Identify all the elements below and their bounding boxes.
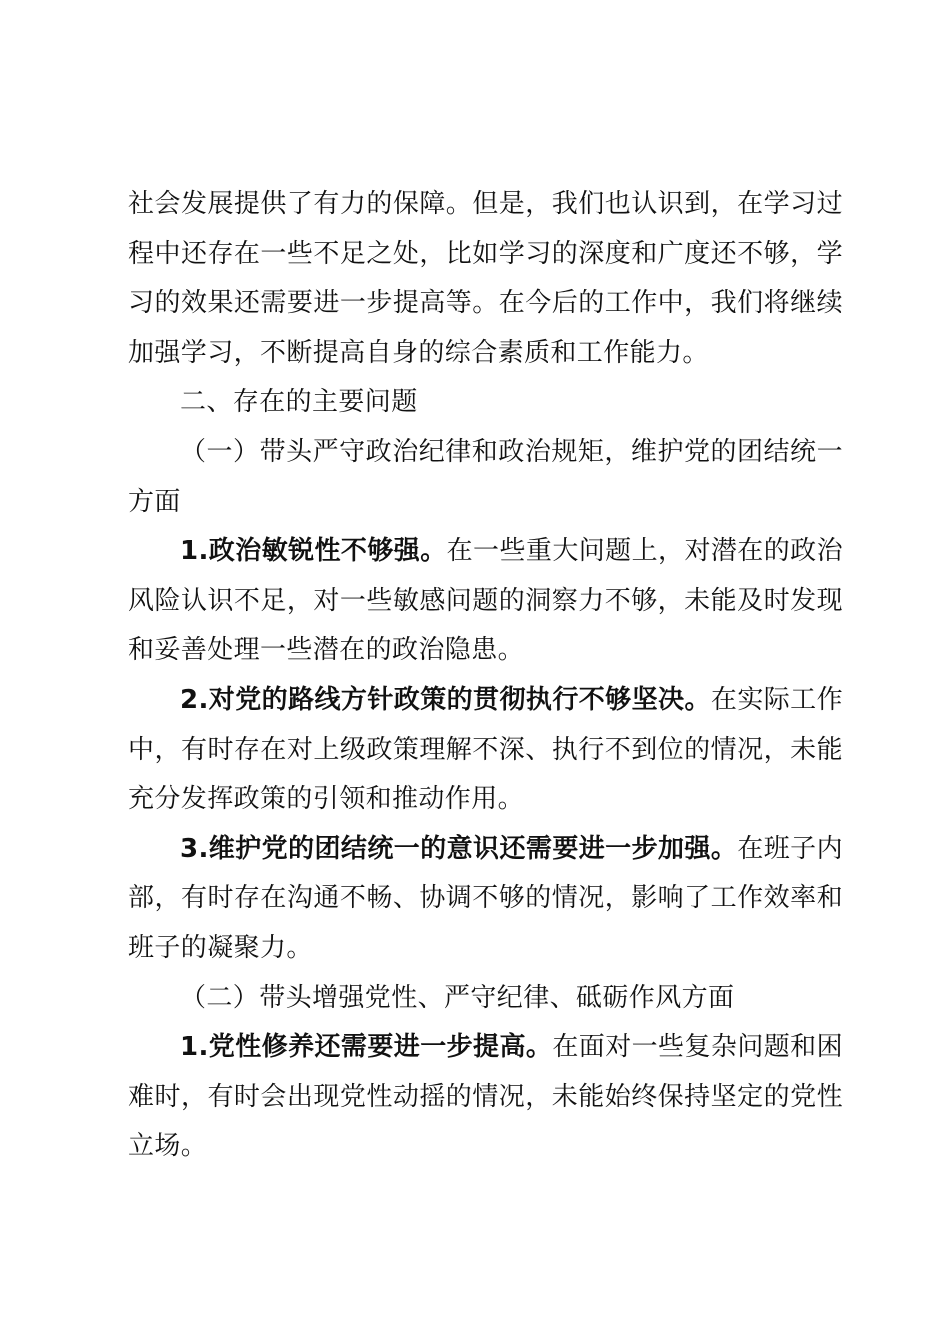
- list-item-1-3-lead: 3.维护党的团结统一的意识还需要进一步加强。: [180, 833, 738, 864]
- subsection-heading-2-text: （二）带头增强党性、严守纪律、砥砺作风方面: [180, 982, 735, 1013]
- list-item-1-3: [128, 825, 843, 974]
- list-item-2-1-text: 在面对一些复杂问题和困难时，有时会出现党性动摇的情况，未能始终保持坚定的党性立场。: [128, 1032, 844, 1162]
- document-body: [128, 180, 843, 1172]
- subsection-heading-2: [128, 974, 843, 1024]
- section-heading: [128, 378, 843, 428]
- section-heading-text: 二、存在的主要问题: [180, 387, 418, 418]
- list-item-1-1-text: 在一些重大问题上，对潜在的政治风险认识不足，对一些敏感问题的洞察力不够，未能及时发现和妥善处理一些潜在的政治隐患。: [128, 536, 843, 666]
- list-item-1-2-text: 在实际工作中，有时存在对上级政策理解不深、执行不到位的情况，未能充分发挥政策的引领和推动作用。: [128, 684, 843, 815]
- list-item-1-1-lead: 1.政治敏锐性不够强。: [180, 536, 447, 567]
- list-item-1-1: [128, 527, 843, 676]
- list-item-1-2-lead: 2.对党的路线方针政策的贯彻执行不够坚决。: [180, 684, 711, 715]
- list-item-2-1-lead: 1.党性修养还需要进一步提高。: [180, 1032, 553, 1063]
- intro-paragraph: [128, 180, 843, 378]
- intro-text: 社会发展提供了有力的保障。但是，我们也认识到，在学习过程中还存在一些不足之处，比如学习的深度和广度还不够，学习的效果还需要进一步提高等。在今后的工作中，我们将继续加强学习，不断提高自身的综合素质和工作能力。: [128, 189, 843, 368]
- subsection-heading-1: [128, 428, 843, 527]
- list-item-2-1: [128, 1023, 843, 1172]
- list-item-1-3-text: 在班子内部，有时存在沟通不畅、协调不够的情况，影响了工作效率和班子的凝聚力。: [128, 833, 843, 963]
- subsection-heading-1-text: （一）带头严守政治纪律和政治规矩，维护党的团结统一方面: [128, 436, 843, 517]
- list-item-1-2: [128, 676, 843, 825]
